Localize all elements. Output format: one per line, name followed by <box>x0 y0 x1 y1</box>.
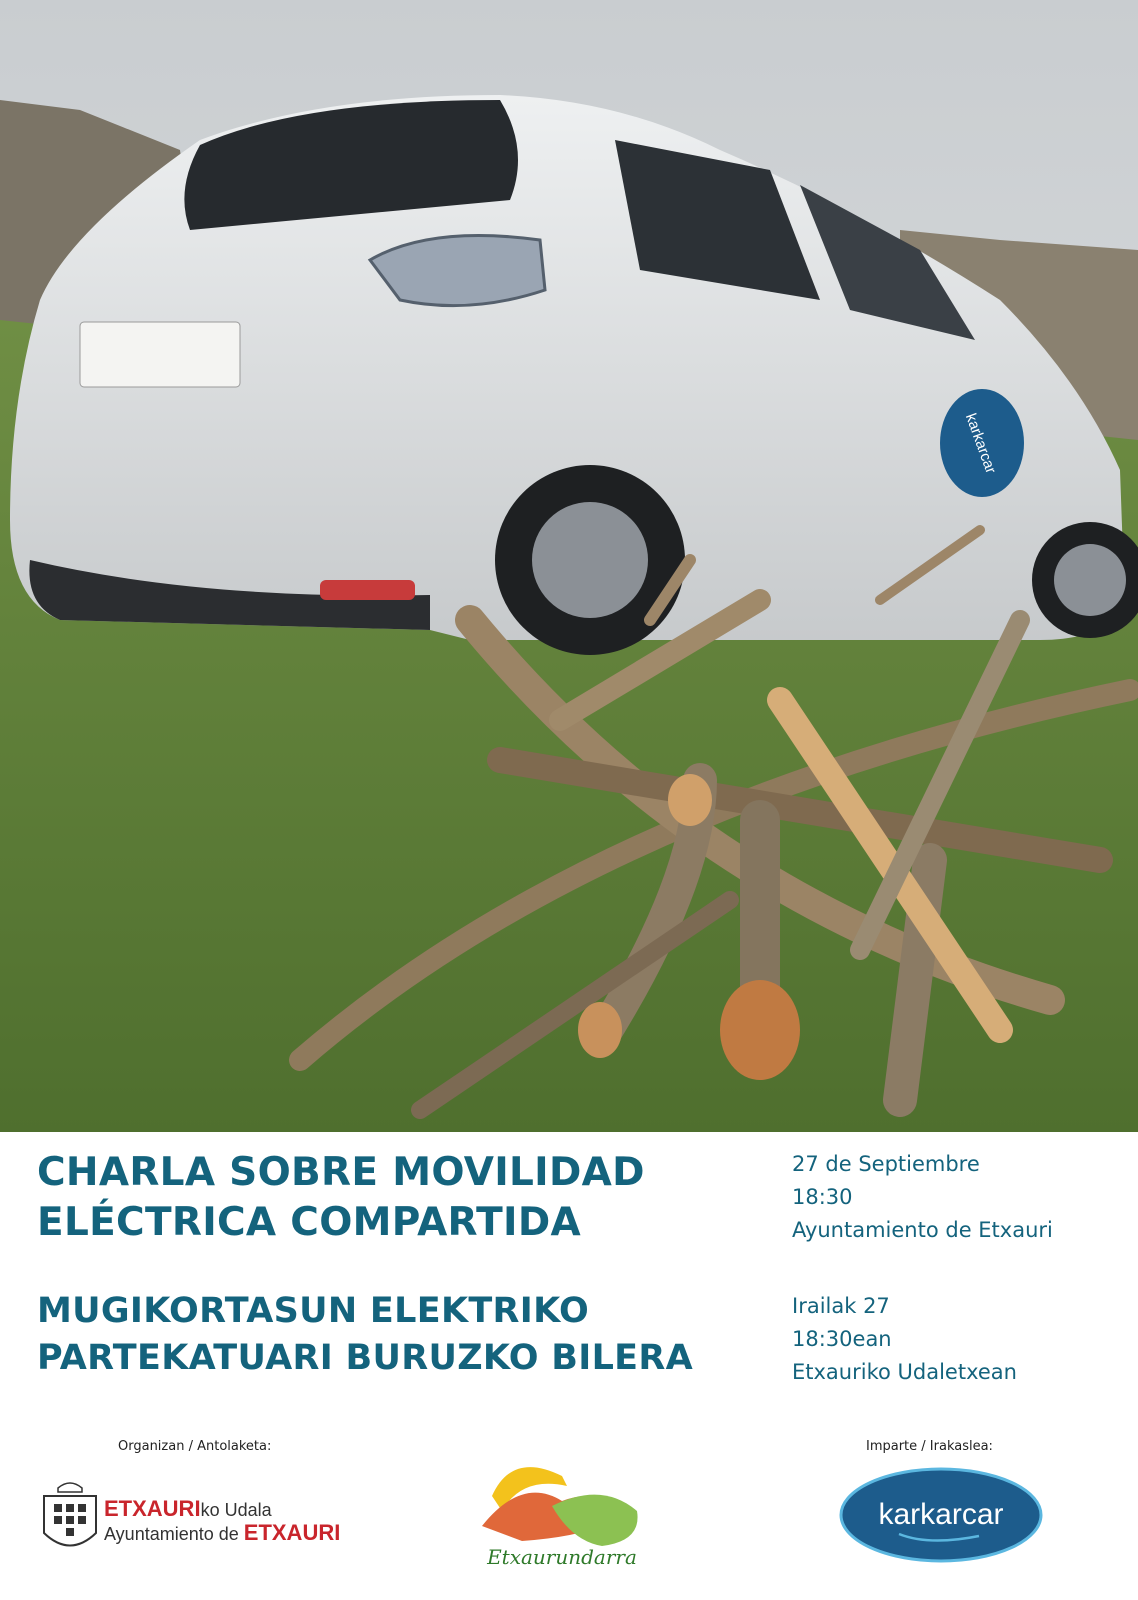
title-es-line-2: ELÉCTRICA COMPARTIDA <box>37 1200 582 1245</box>
svg-text:karkarcar: karkarcar <box>961 411 1000 476</box>
etxauri-logo <box>38 1478 378 1558</box>
imparte-label: Imparte / Irakaslea: <box>866 1439 993 1454</box>
title-eu-line-2: PARTEKATUARI BURUZKO BILERA <box>37 1338 694 1378</box>
organizers-label: Organizan / Antolaketa: <box>118 1439 272 1454</box>
details-eu-time: 18:30ean <box>792 1327 892 1351</box>
license-plate <box>80 322 240 387</box>
details-es-time: 18:30 <box>792 1185 853 1209</box>
title-es-line-1: CHARLA SOBRE MOVILIDAD <box>37 1150 645 1195</box>
etxauri-logo-line-2: Ayuntamiento de ETXAURI <box>104 1520 341 1545</box>
details-es-place: Ayuntamiento de Etxauri <box>792 1218 1053 1242</box>
title-eu-line-1: MUGIKORTASUN ELEKTRIKO <box>37 1291 590 1331</box>
etxaurundarra-logo <box>462 1456 672 1576</box>
details-es <box>792 1148 1053 1247</box>
karkarcar-wordmark: karkarcar <box>878 1498 1004 1531</box>
coat-of-arms-icon <box>44 1483 96 1546</box>
etxauri-logo-line-1: ETXAURIko Udala <box>104 1496 272 1521</box>
details-es-date: 27 de Septiembre <box>792 1152 980 1176</box>
title-es <box>37 1148 645 1248</box>
details-eu-place: Etxauriko Udaletxean <box>792 1360 1017 1384</box>
details-eu <box>792 1290 1017 1389</box>
title-eu <box>37 1288 693 1382</box>
karkarcar-logo <box>839 1466 1043 1564</box>
details-eu-date: Irailak 27 <box>792 1294 890 1318</box>
etxaurundarra-wordmark: Etxaurundarra <box>487 1545 637 1569</box>
rear-reflector <box>320 580 415 600</box>
